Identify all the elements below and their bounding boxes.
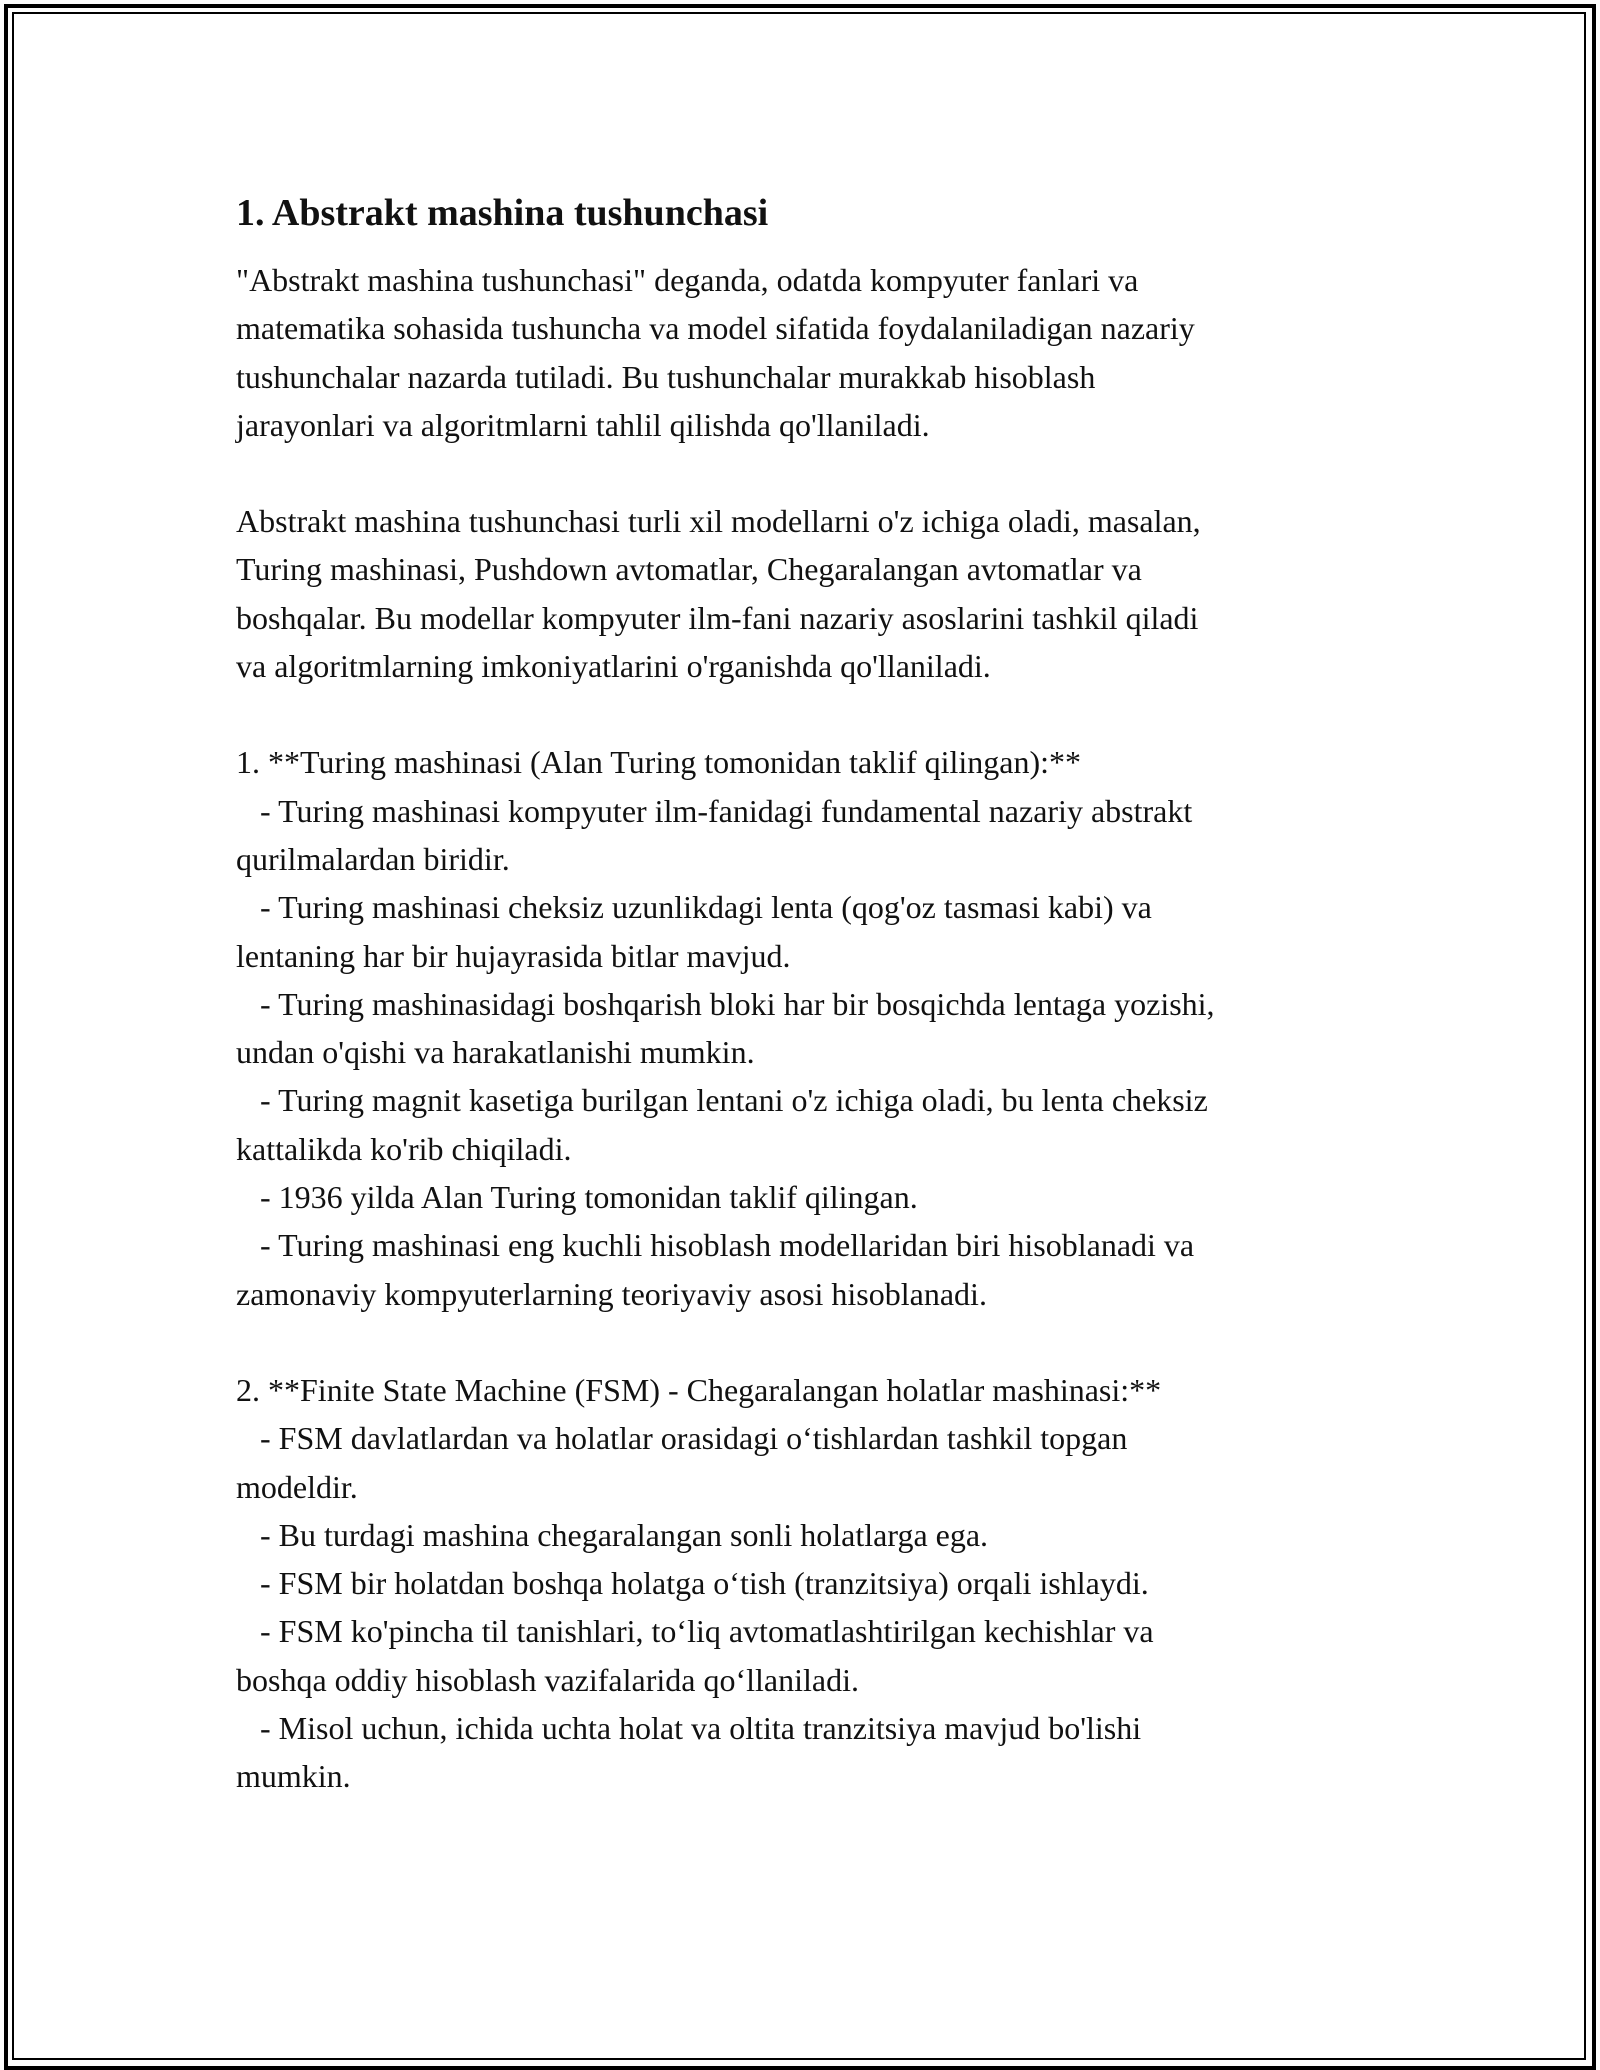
paragraph-gap: [236, 690, 1376, 738]
paragraph-gap: [236, 1318, 1376, 1366]
overview-paragraph: Abstrakt mashina tushunchasi turli xil modellarni o'z ichiga oladi, masalan, Turing mashinasi, Pushdown avtomatlar, Chegaralangan avtomatlar va boshqalar. Bu modellar kompyuter ilm-fani nazariy asoslarini tashkil qiladi va algoritmlarning imkoniyatlarini o'rganishda qo'llaniladi.: [236, 503, 1201, 685]
intro-paragraph: "Abstrakt mashina tushunchasi" deganda, odatda kompyuter fanlari va matematika sohasida tushuncha va model sifatida foydalaniladigan nazariy tushunchalar nazarda tutiladi. Bu tushunchalar murakkab hisoblash jarayonlari va algoritmlarni tahlil qilishda qo'llaniladi.: [236, 262, 1195, 443]
fsm-section: 2. **Finite State Machine (FSM) - Chegaralangan holatlar mashinasi:** - FSM davlatlardan va holatlar orasidagi o‘tishlardan tashkil topgan modeldir. - Bu turdagi mashina chegaralangan sonli holatlarga ega. - FSM bir holatdan boshqa holatga o‘tish (tranzitsiya) orqali ishlaydi. - FSM ko'pincha til tanishlari, to‘liq avtomatlashtirilgan kechishlar va boshqa oddiy hisoblash vazifalarida qo‘llaniladi. - Misol uchun, ichida uchta holat va oltita tranzitsiya mavjud bo'lishi mumkin.: [236, 1371, 1162, 1795]
paragraph-gap: [236, 449, 1376, 497]
section-heading: 1. Abstrakt mashina tushunchasi: [236, 192, 769, 234]
turing-machine-section: 1. **Turing mashinasi (Alan Turing tomonidan taklif qilingan):** - Turing mashinasi kompyuter ilm-fanidagi fundamental nazariy abstrakt qurilmalardan biridir. - Turing mashinasi cheksiz uzunlikdagi lenta (qog'oz tasmasi kabi) va lentaning har bir hujayrasida bitlar mavjud. - Turing mashinasidagi boshqarish bloki har bir bosqichda lentaga yozishi, undan o'qishi va harakatlanishi mumkin. - Turing magnit kasetiga burilgan lentani o'z ichiga oladi, bu lenta cheksiz kattalikda ko'rib chiqiladi. - 1936 yilda Alan Turing tomonidan taklif qilingan. - Turing mashinasi eng kuchli hisoblash modellaridan biri hisoblanadi va zamonaviy kompyuterlarning teoriyaviy asosi hisoblanadi.: [236, 744, 1215, 1312]
document-body: [236, 182, 1376, 1801]
